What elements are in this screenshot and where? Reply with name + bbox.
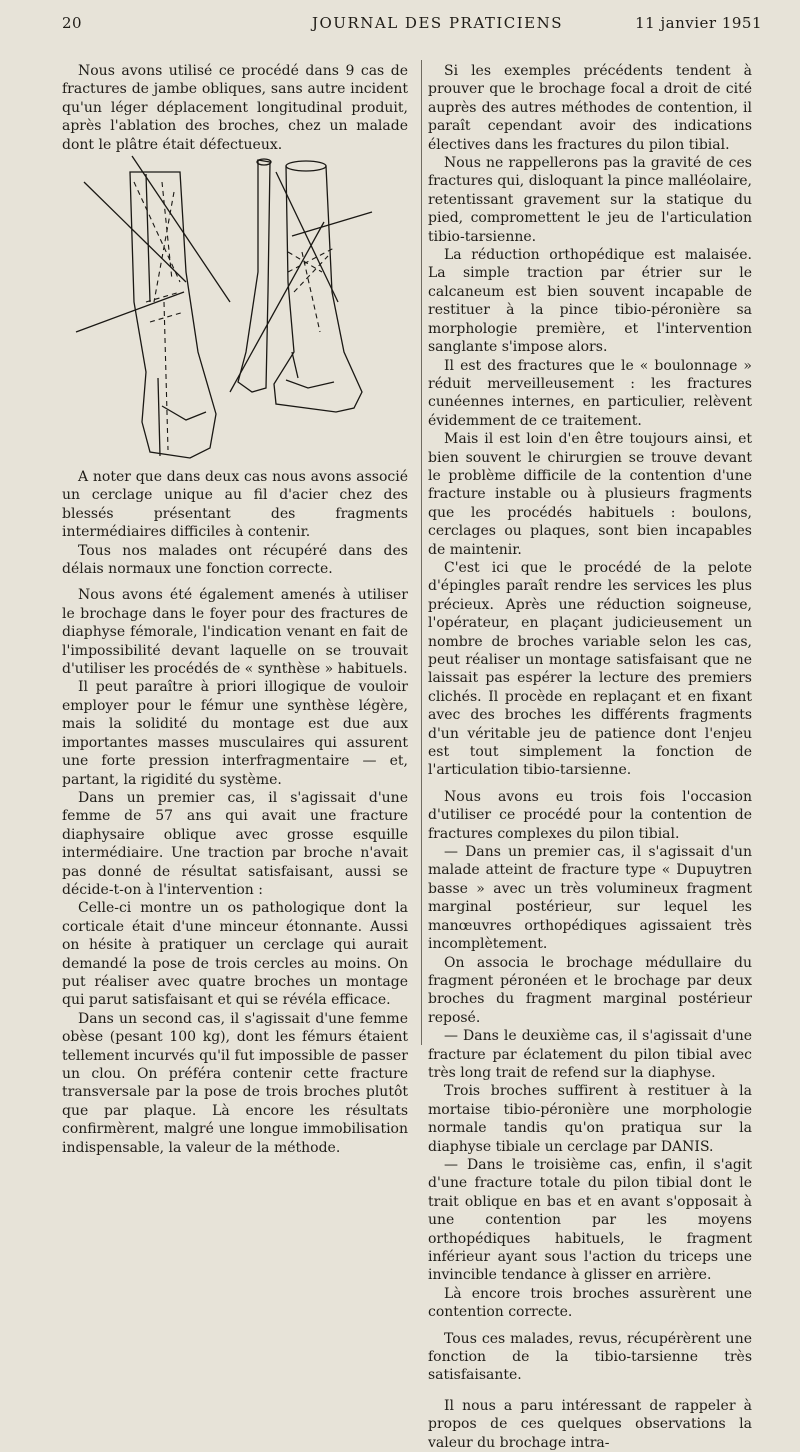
paragraph: Il est des fractures que le « boulonnage » réduit merveilleusement : les fractures cunéennes internes, en particulier, relèvent évidemment de ce traitement.	[428, 357, 752, 429]
paragraph: Nous avons été également amenés à utiliser le brochage dans le foyer pour des fractures de diaphyse fémorale, l'indication venant en fait de l'impossibilité devant laquelle on se trouvait d'utiliser les procédés de « synthèse » habituels.	[62, 587, 408, 678]
left-column-top	[62, 62, 408, 154]
paragraph: Tous nos malades ont récupéré dans des délais normaux une fonction correcte.	[62, 542, 408, 578]
paragraph: On associa le brochage médullaire du fragment péronéen et le brochage par deux broches du fragment marginal postérieur reposé.	[428, 954, 752, 1026]
paragraph: La réduction orthopédique est malaisée. La simple traction par étrier sur le calcaneum est bien souvent incapable de restituer à la pince tibio-péronière sa morphologie première, et l'intervention sanglante s'impose alors.	[428, 247, 752, 356]
paragraph: — Dans le troisième cas, enfin, il s'agit d'une fracture totale du pilon tibial dont le trait oblique en bas et en avant s'opposait à une contention par les moyens orthopédiques habituels, le fragment inférieur ayant sous l'action du triceps une invincible tendance à glisser en arrière.	[428, 1156, 752, 1284]
paragraph: — Dans un premier cas, il s'agissait d'un malade atteint de fracture type « Dupuytren basse » avec un très volumineux fragment marginal postérieur, sur lequel les manœuvres orthopédiques agissaient très incomplètement.	[428, 844, 752, 953]
paragraph: Nous avons utilisé ce procédé dans 9 cas de fractures de jambe obliques, sans autre incident qu'un léger déplacement longitudinal produit, après l'ablation des broches, chez un malade dont le plâtre était défectueux.	[62, 63, 408, 153]
paragraph: Nous avons eu trois fois l'occasion d'utiliser ce procédé pour la contention de fractures complexes du pilon tibial.	[428, 788, 752, 842]
cited-author: DANIS.	[660, 1138, 714, 1155]
bone-drawing-right	[230, 159, 372, 412]
page-number: 20	[62, 14, 83, 32]
paragraph: Là encore trois broches assurèrent une contention correcte.	[428, 1285, 752, 1321]
journal-title: JOURNAL DES PRATICIENS	[312, 14, 564, 32]
issue-date: 11 janvier 1951	[635, 14, 762, 32]
paragraph: — Dans le deuxième cas, il s'agissait d'une fracture par éclatement du pilon tibial avec très long trait de refend sur la diaphyse.	[428, 1028, 752, 1081]
paragraph: Dans un premier cas, il s'agissait d'une femme de 57 ans qui avait une fracture diaphysaire oblique avec grosse esquille intermédiaire. Une traction par broche n'avait pas donné de résultat satisfaisant, aussi se décide-t-on à l'intervention :	[62, 789, 408, 898]
paragraph: Dans un second cas, il s'agissait d'une femme obèse (pesant 100 kg), dont les fémurs étaient tellement incurvés qu'il fut impossible de passer un clou. On préféra contenir cette fracture transversale par la pose de trois broches plutôt que par plaque. Là encore les résultats confirmèrent, malgré une longue immobilisation indispensable, la valeur de la méthode.	[62, 1010, 408, 1156]
column-divider	[421, 60, 422, 1045]
paragraph	[428, 1082, 752, 1156]
page-header	[62, 14, 762, 36]
paragraph: Il peut paraître à priori illogique de vouloir employer pour le fémur une synthèse légère, mais la solidité du montage est due aux importantes masses musculaires qui assurent une forte pression interfragmentaire — et, partant, la rigidité du système.	[62, 679, 408, 788]
bone-drawing-left	[76, 156, 230, 458]
paragraph: Mais il est loin d'en être toujours ainsi, et bien souvent le chirurgien se trouve devant le problème difficile de la contention d'une fracture instable ou à plusieurs fragments que les procédés habituels : boulons, cerclages ou plaques, sont bien incapables de maintenir.	[428, 431, 752, 558]
paragraph: A noter que dans deux cas nous avons associé un cerclage unique au fil d'acier chez des blessés présentant des fragments intermédiaires difficiles à contenir.	[62, 469, 408, 541]
paragraph: C'est ici que le procédé de la pelote d'épingles paraît rendre les services les plus précieux. Après une réduction soigneuse, l'opérateur, en plaçant judicieusement un nombre de broches variable selon les cas, peut réaliser un montage satisfaisant que ne laissait pas espérer la lecture des premiers clichés. Il procède en replaçant et en fixant avec des broches les différents fragments d'un véritable jeu de patience dont l'enjeu est tout simplement la fonction de l'articulation tibio-tarsienne.	[428, 559, 752, 779]
paragraph-text: Trois broches suffirent à restituer à la mortaise tibio-péronière une morphologie normale tandis qu'on pratiqua sur la diaphyse tibiale un cerclage par	[428, 1083, 752, 1155]
right-column	[428, 62, 752, 1452]
paragraph: Si les exemples précédents tendent à prouver que le brochage focal a droit de cité auprès des autres méthodes de contention, il paraît cependant avoir des indications électives dans les fractures du pilon tibial.	[428, 63, 752, 153]
paragraph: Celle-ci montre un os pathologique dont la corticale était d'une minceur étonnante. Aussi on hésite à pratiquer un cerclage qui aurait demandé la pose de trois cercles au moins. On put réaliser avec quatre broches un montage qui parut satisfaisant et qui se révéla efficace.	[62, 900, 408, 1009]
left-column-bottom	[62, 468, 408, 1157]
paragraph: Tous ces malades, revus, récupérèrent une fonction de la tibio-tarsienne très satisfaisante.	[428, 1330, 752, 1384]
paragraph: Nous ne rappellerons pas la gravité de ces fractures qui, disloquant la pince malléolaire, retentissant gravement sur la statique du pied, compromettent le jeu de l'articulation tibio-tarsienne.	[428, 155, 752, 245]
fracture-pinning-illustration	[62, 152, 408, 462]
paragraph: Il nous a paru intéressant de rappeler à propos de ces quelques observations la valeur du brochage intra-	[428, 1397, 752, 1451]
